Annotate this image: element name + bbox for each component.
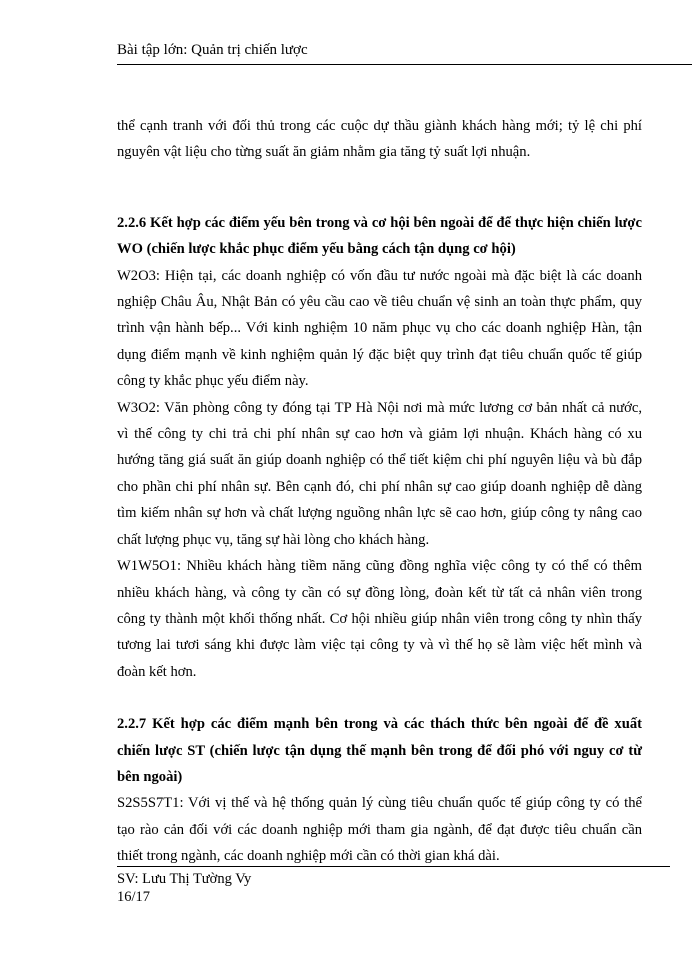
paragraph-w2o3: W2O3: Hiện tại, các doanh nghiệp có vốn đầu tư nước ngoài mà đặc biệt là các doanh nghiệp Châu Âu, Nhật Bản có yêu cầu cao về tiêu chuẩn vệ sinh an toàn thực phẩm, quy trình vận hành bếp... Với kinh nghiệm 10 năm phục vụ cho các doanh nghiệp Hàn, tận dụng điểm mạnh về kinh nghiệm quản lý đặc biệt quy trình đạt tiêu chuẩn quốc tế giúp công ty khắc phục yếu điểm này. <box>117 267 642 390</box>
section-heading-2-2-7: 2.2.7 Kết hợp các điểm mạnh bên trong và các thách thức bên ngoài để đề xuất chiến lược ST (chiến lược tận dụng thế mạnh bên trong để đối phó với nguy cơ từ bên ngoài) <box>117 716 642 785</box>
footer-divider <box>117 866 670 867</box>
spacer <box>117 685 642 711</box>
footer-page-number: 16/17 <box>117 889 151 905</box>
intro-paragraph: thể cạnh tranh với đối thủ trong các cuộc dự thầu giành khách hàng mới; tỷ lệ chi phí nguyên vật liệu cho từng suất ăn giảm nhằm gia tăng tỷ suất lợi nhuận. <box>117 118 642 161</box>
paragraph-w3o2: W3O2: Văn phòng công ty đóng tại TP Hà Nội nơi mà mức lương cơ bản nhất cả nước, vì thế công ty chi trả chi phí nhân sự cao hơn và giảm lợi nhuận. Khách hàng có xu hướng tăng giá suất ăn giúp doanh nghiệp có thể tiết kiệm chi phí nguyên liệu và bù đắp cho phần chi phí nhân sự. Bên cạnh đó, chi phí nhân sự cao giúp doanh nghiệp dễ dàng tìm kiếm nhân sự hơn và chất lượng nguồng nhân lực sẽ cao hơn, giúp công ty nâng cao chất lượng phục vụ, tăng sự hài lòng cho khách hàng. <box>117 399 642 548</box>
page-footer <box>117 870 251 906</box>
header-divider <box>117 64 692 65</box>
paragraph-w1w5o1: W1W5O1: Nhiều khách hàng tiềm năng cũng đồng nghĩa việc công ty có thể có thêm nhiều khách hàng, và công ty cần có sự đồng lòng, đoàn kết từ tất cả nhân viên trong công ty thành một khối thống nhất. Cơ hội nhiều giúp nhân viên trong công ty nhìn thấy tương lai tươi sáng khi được làm việc tại công ty và vì thế họ sẽ làm việc hết mình và đoàn kết hơn. <box>117 558 642 680</box>
section-heading-2-2-6: 2.2.6 Kết hợp các điểm yếu bên trong và cơ hội bên ngoài để để thực hiện chiến lược WO (chiến lược khắc phục điểm yếu bằng cách tận dụng cơ hội) <box>117 214 642 258</box>
document-body <box>117 113 642 870</box>
paragraph-s2s5s7t1: S2S5S7T1: Với vị thế và hệ thống quản lý cùng tiêu chuẩn quốc tế giúp công ty có thể tạo rào cản đối với các doanh nghiệp mới tham gia ngành, để đạt được tiêu chuẩn cần thiết trong ngành, các doanh nghiệp mới cần có thời gian khá dài. <box>117 795 642 865</box>
footer-author: SV: Lưu Thị Tường Vy <box>117 871 252 887</box>
spacer <box>117 166 642 210</box>
page-header-title: Bài tập lớn: Quản trị chiến lược <box>117 42 308 58</box>
